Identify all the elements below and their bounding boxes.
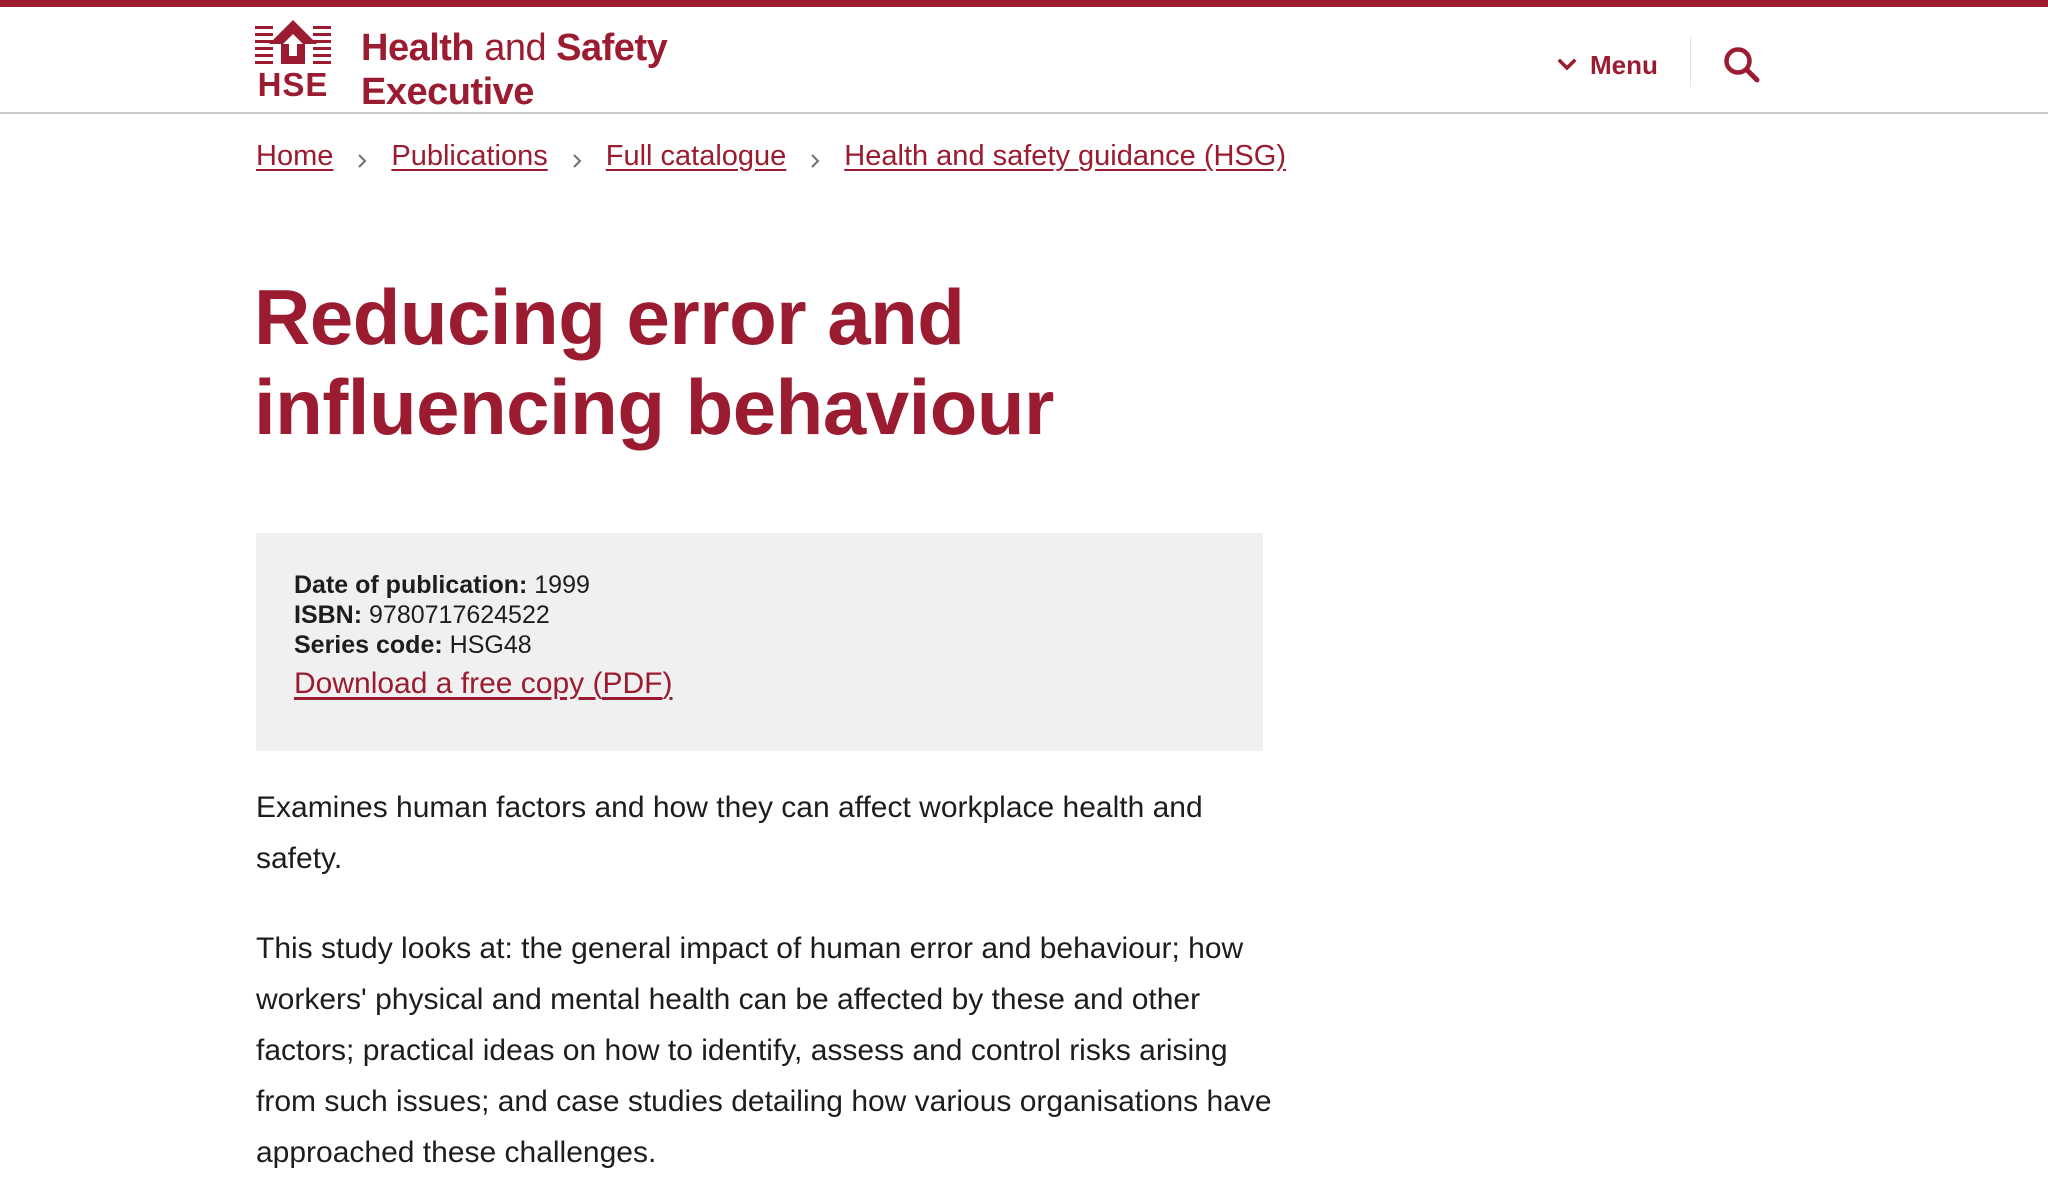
hse-logo-wordmark [361, 26, 667, 114]
logo-word-health: Health [361, 27, 475, 69]
chevron-right-icon [355, 152, 369, 170]
description-paragraph: This study looks at: the general impact of human error and behaviour; how workers' physical and mental health can be affected by these and other factors; practical ideas on how to identify, assess and control risks arising from such issues; and case studies detailing how various organisations have approached these challenges. [256, 932, 1272, 1169]
publication-date-value: 1999 [534, 571, 590, 599]
isbn-row [294, 600, 550, 630]
download-link-text: Download a free copy ( [294, 667, 603, 700]
chevron-down-icon [1556, 54, 1578, 76]
isbn-value: 9780717624522 [369, 601, 550, 629]
breadcrumb-publications[interactable]: Publications [391, 140, 548, 172]
logo-word-executive: Executive [361, 71, 534, 113]
summary-paragraph: Examines human factors and how they can affect workplace health and safety. [256, 791, 1203, 875]
series-code-row [294, 630, 532, 660]
chevron-right-icon [570, 152, 584, 170]
hse-logo-link[interactable] [255, 20, 668, 113]
search-button[interactable] [1722, 45, 1762, 85]
hse-logo-mark [255, 20, 331, 98]
breadcrumb-hsg[interactable]: Health and safety guidance (HSG) [844, 140, 1286, 172]
download-pdf-link[interactable] [294, 667, 673, 701]
hse-logo-letters: HSE [257, 66, 329, 98]
series-code-value: HSG48 [449, 631, 532, 659]
isbn-label: ISBN: [294, 601, 363, 629]
top-accent-bar [0, 0, 2048, 7]
site-header [0, 7, 2048, 114]
publication-date-label: Date of publication: [294, 571, 528, 599]
breadcrumb-full-catalogue[interactable]: Full catalogue [605, 140, 787, 172]
header-divider [1690, 37, 1691, 87]
download-link-close: ) [662, 667, 673, 700]
publication-date-row [294, 570, 590, 600]
page-title: Reducing error and influencing behaviour [254, 273, 1054, 451]
menu-button[interactable] [1556, 43, 1658, 87]
search-icon [1722, 45, 1762, 85]
breadcrumb [256, 140, 1286, 173]
menu-button-label: Menu [1590, 49, 1658, 80]
chevron-right-icon [808, 152, 822, 170]
series-code-label: Series code: [294, 631, 443, 659]
download-link-pdf-abbr: PDF [602, 667, 663, 700]
logo-word-and: and [484, 27, 547, 69]
logo-word-safety: Safety [556, 27, 668, 69]
publication-details [256, 533, 1263, 751]
breadcrumb-home[interactable]: Home [256, 140, 334, 172]
